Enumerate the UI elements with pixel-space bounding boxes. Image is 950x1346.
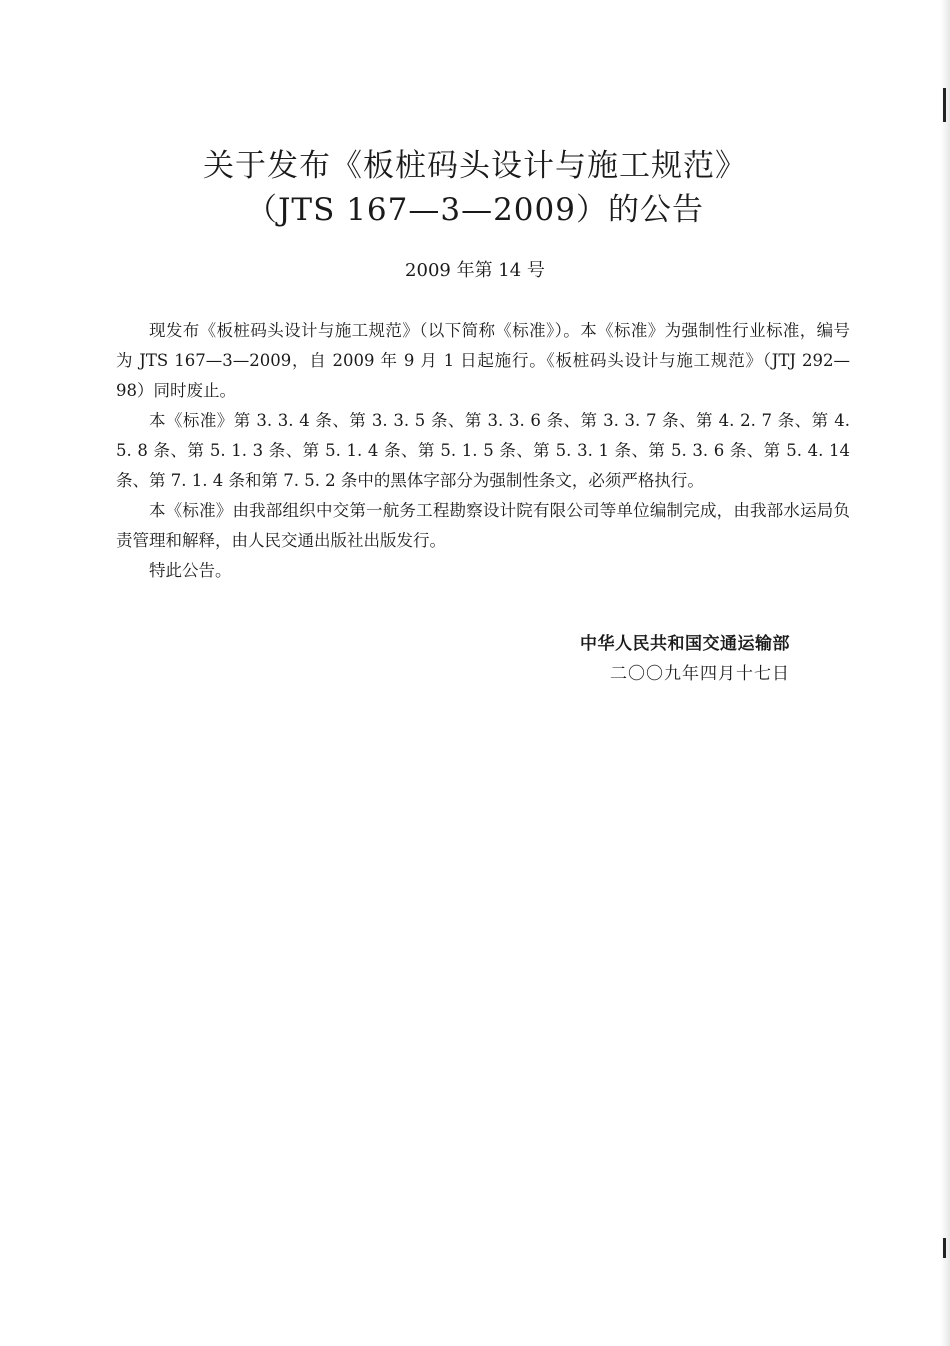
paragraph-closing: 特此公告。	[149, 561, 232, 580]
announcement-title-line-1: 关于发布《板桩码头设计与施工规范》	[203, 148, 747, 184]
signature-organization: 中华人民共和国交通运输部	[580, 634, 790, 654]
scan-edge-mark	[943, 1238, 946, 1258]
signature-date: 二〇〇九年四月十七日	[610, 664, 790, 684]
scan-page-edge	[940, 0, 950, 1346]
issue-number: 2009 年第 14 号	[405, 260, 545, 281]
paragraph-publication: 现发布《板桩码头设计与施工规范》（以下简称《标准》）。本《标准》为强制性行业标准，编号为 JTS 167—3—2009，自 2009 年 9 月 1 日起施行。《板桩码头设计与施工规范》（JTJ 292—98）同时废止。	[116, 321, 850, 400]
paragraph-compilation: 本《标准》由我部组织中交第一航务工程勘察设计院有限公司等单位编制完成，由我部水运局负责管理和解释，由人民交通出版社出版发行。	[116, 501, 850, 550]
announcement-title-line-2: （JTS 167—3—2009）的公告	[246, 192, 704, 228]
paragraph-mandatory-clauses: 本《标准》第 3. 3. 4 条、第 3. 3. 5 条、第 3. 3. 6 条、第 3. 3. 7 条、第 4. 2. 7 条、第 4. 5. 8 条、第 5. 1. 3 条、第 5. 1. 4 条、第 5. 1. 5 条、第 5. 3. 1 条、第 5. 3. 6 条、第 5. 4. 14 条、第 7. 1. 4 条和第 7. 5. 2 条中的黑体字部分为强制性条文，必须严格执行。	[116, 411, 850, 490]
announcement-body	[116, 316, 850, 586]
scan-edge-mark	[943, 88, 946, 122]
